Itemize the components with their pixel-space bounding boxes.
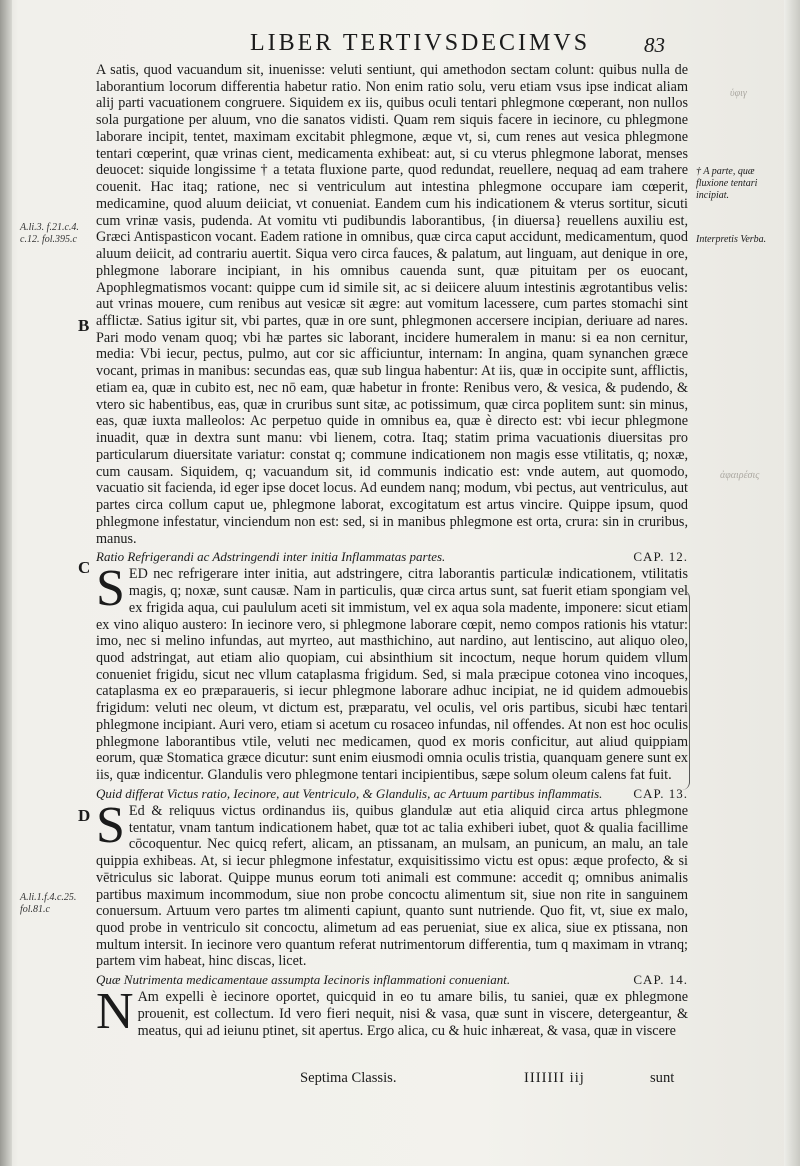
section-letter-c: C bbox=[78, 558, 91, 577]
section-letter-b: B bbox=[78, 316, 90, 335]
running-head: LIBER TERTIVSDECIMVS bbox=[249, 30, 591, 56]
chapter-14-heading bbox=[96, 971, 688, 988]
dropcap-n: N bbox=[96, 983, 134, 1041]
catchword: sunt bbox=[650, 1070, 675, 1086]
dropcap-s-2: S bbox=[96, 796, 125, 854]
chapter-13-number: CAP. 13. bbox=[633, 785, 688, 801]
chapter-13-heading bbox=[96, 785, 688, 802]
paragraph-4-text: Am expelli è iecinore oportet, quicquid in eo tu amare bilis, tu saniei, quæ ex phlegmone prouenit, est collectum. Id vero fieri nequit, nisi & vasa, quæ sunt in viscere, detergeantur, & meatus, qui ad ieiunu ptinet, sit apertus. Ergo alica, cu & huic inhæreat, & vasa, quæ in viscere bbox=[137, 989, 688, 1039]
paragraph-3 bbox=[96, 796, 688, 970]
margin-note-2: Interpretis Verba. bbox=[696, 234, 767, 245]
section-letter-d: D bbox=[78, 806, 91, 825]
signature-mark: IIIIIII iij bbox=[524, 1070, 585, 1086]
book-spine-shadow bbox=[0, 0, 12, 1166]
paragraph-1: A satis, quod vacuandum sit, inuenisse: veluti sentiunt, qui amethodon sectam colunt: quibus nulla de laborantium locorum differentia habetur ratio. Non enim ratio solu, veru etiam vsus ipse indicat aliam alij parti vacuationem congruere. Siquidem ex iis, quibus oculi tentari phlegmone cœperant, non nullos sola purgatione per aluum, vno die sanatos vidisti. Quam rem siquis facere in iecinore, cu phlegmone laborare incipit, tentet, maximam excitabit phlegmone, æque vt, si, cum renes aut vesica phlegmone tentari cœperint, quæ vrinas cient, medicamenta exhibeat: aut, si cu vterus phlegmone laborat, menses deuocet: siquide longissime † a tetata fluxione parte, quod redundat, reuellere, nequaq ad eam trahere couenit. Hac itaq; ratione, nec si ventriculum aut intestina phlegmone occupare iam cœperit, medicamine, quod aluum deiiciat, vt conueniat. Eandem cum his indicationem & vterus sortitur, sicuti cum vrinæ vasis, pudenda. At vomitu vti pudibundis laborantibus, {in diuersa} reuellens auxiliu est, Græci Antispasticon vocant. Eadem ratione in omnibus, quæ circa caput accidunt, medicamentum, quod aluum deiicit, ad contrariu auertit. Siqua vero circa fauces, & palatum, aut linguam, aut denique in ore, phlegmone laborare incipiant, in his omnibus cauenda sunt, quæ pituitam per os euocant, Apophlegmatismos vocant: quippe cum id simile sit, ac si deiicere aluum intestinis ægrotantibus velis: aut vrinas mouere, cum renibus aut vesicæ sit ægre: aut vomitum lacessere, cum partes stomachi sint afflictæ. Satius igitur sit, vbi partes, quæ in ore sunt, phlegmonen accersere incipian, deriuare ad nares. Pari modo venam quoq; vbi hæ partes sic laborant, incidere humeralem in manu: si ea non cernitur, media: Vbi iecur, pectus, pulmo, aut cor sic afficiuntur, internam: In angina, quam synanchen græce vocant, primas in manibus: secundas eas, quæ sub lingua habentur: At iis, quæ in occipite sunt, afflictis, etiam ea, quæ in cubito est, nec nō eam, quæ habetur in fronte: Renibus vero, & vesica, & pudendo, & vtero sic habentibus, eas, quæ in cruribus sunt sitæ, ac potissimum, quæ circa poplitem sunt: sin minus, eas, quæ iuxta malleolos: Ac perpetuo quide in omnibus ea, quæ è directo est: vbi iecur phlegmone inuadit, quæ in dextra sunt manu: vbi lienem, cotra. Itaq; statim prima vacuationis diuersitas pro particularum diuersitate variatur: constat q; commune indicationem non magis esse vtilitatis, q; noxæ, cum causam. Siquidem, q; vacuandum sit, id communis indicatio est: vnde autem, aut quomodo, vacuatio sit facienda, id eger ipse docet locus. Ad eundem nanq; modum, vbi pectus, aut ventriculus, aut partes circa collum caput ue, phlegmone laborat, excogitatum est artus vincire. Quippe ipsum, quod phlegmone infestatur, vinciendum non est: sed, si in manibus phlegmone est orta, crura: sin in cruribus, manus. bbox=[96, 62, 688, 547]
paragraph-2-text: ED nec refrigerare inter initia, aut adstringere, citra laborantis particulæ indicationem, vtilitatis magis, q; noxæ, sunt causæ. Nam in particulis, quæ circa artus sunt, sat fuerit etiam spongiam vel ex frigida aqua, cui paululum aceti sit immistum, vel ex aqua sola madente, imponere: sicut etiam ex vino aliquo austero: In iecinore vero, si phlegmone laborare cœpit, nemo compos rationis his vtatur: imo, nec si melino infundas, aut myrteo, aut masthichino, aut nardino, aut lentiscino, aut aliquo oleo, quod adstringat, aut etiam alio quopiam, cui absinthium sit incoctum, neque horum quidem vllum conueniet frigidu, sicut nec vllum cataplasma frigidum. Sed, si mala præcipue cotonea vino incoques, cataplasma ex eo præparaueris, si iecur phlegmone laborare adhuc incipiat, ne id quidem admouebis frigidum: veluti nec oleum, vt dictum est, præparatu, vel oculis, vel oris partibus, sicubi hæc tentari phlegmone incipiant. Auri vero, etiam si acetum cu rosaceo infundas, nil offendes. At non est hoc oculis phlegmone laborantibus vtile, veluti nec medicamen, quod ex moris conficitur, aut aliud quippiam eorum, quæ Stomatica græce dicutur: sunt enim eiusmodi omnia oculis tristia, quanquam genere sunt ex iis, quæ indicentur. Glandulis vero phlegmone tentari incipientibus, sæpe solum oleum calens fat fuit. bbox=[96, 566, 688, 784]
class-label: Septima Classis. bbox=[300, 1070, 397, 1086]
chapter-14-title: Quæ Nutrimenta medicamentaue assumpta Iecinoris inflammationi conueniant. bbox=[96, 972, 511, 988]
paragraph-2 bbox=[96, 560, 688, 784]
margin-note-1: † A parte, quæ fluxione tentari incipiat. bbox=[696, 166, 758, 201]
margin-reference-1: A.li.3. f.21.c.4. c.12. fol.395.c bbox=[20, 222, 79, 245]
chapter-12-number: CAP. 12. bbox=[633, 549, 688, 565]
chapter-12-heading bbox=[96, 548, 688, 565]
paragraph-3-text: Ed & reliquus victus ordinandus iis, quibus glandulæ aut etia aliquid circa artus phlegmone tentatur, vnam tantum indicationem habet, quæ tot ac talia exhiberi iubet, quot & qualia facillime cōcoquentur. Nec quicq refert, alicam, an ptissanam, an mulsam, an punicum, an malu, an tale quippia exhibeas. At, si iecur phlegmone infestatur, exquisitissimo victu est opus: æque profecto, & si vētriculus sic laborat. Quippe munus eorum toti animali est commune: accedit q; omnibus animalis partibus maximum incommodum, siue non probe concoctu alimentum sit, siue non rite in sanguinem conuersum. Artuum vero partes tm alimenti capiunt, quanto sunt nutriende. Quo fit, vt, siue ex malo, quod probe in ventriculo sit concoctu, alimetum ad eas perueniat, siue ex alica, siue ex ptissana, non multum intersit. In iecinore vero quantum referat nutrimentorum differentia, tum q maximam in vtranq; partem vim habeat, hinc discas, licet. bbox=[96, 802, 688, 970]
right-edge-shadow bbox=[784, 0, 800, 1166]
chapter-13-title: Quid differat Victus ratio, Iecinore, aut Ventriculo, & Glandulis, ac Artuum partibus inflammatis. bbox=[96, 785, 603, 801]
chapter-12-title: Ratio Refrigerandi ac Adstringendi inter initia Inflammatas partes. bbox=[96, 549, 446, 565]
paragraph-4 bbox=[96, 983, 688, 1041]
dropcap-s-1: S bbox=[96, 560, 125, 618]
show-through-mark-1: ὑφιγ bbox=[730, 88, 747, 99]
show-through-mark-2: ἀφαιρέσις bbox=[720, 470, 760, 481]
main-text-column bbox=[96, 62, 688, 1039]
folio-number: 83 bbox=[644, 33, 665, 57]
page-footer bbox=[96, 1070, 688, 1090]
margin-reference-2: A.li.1.f.4.c.25. fol.81.c bbox=[20, 892, 77, 915]
chapter-14-number: CAP. 14. bbox=[633, 972, 688, 988]
